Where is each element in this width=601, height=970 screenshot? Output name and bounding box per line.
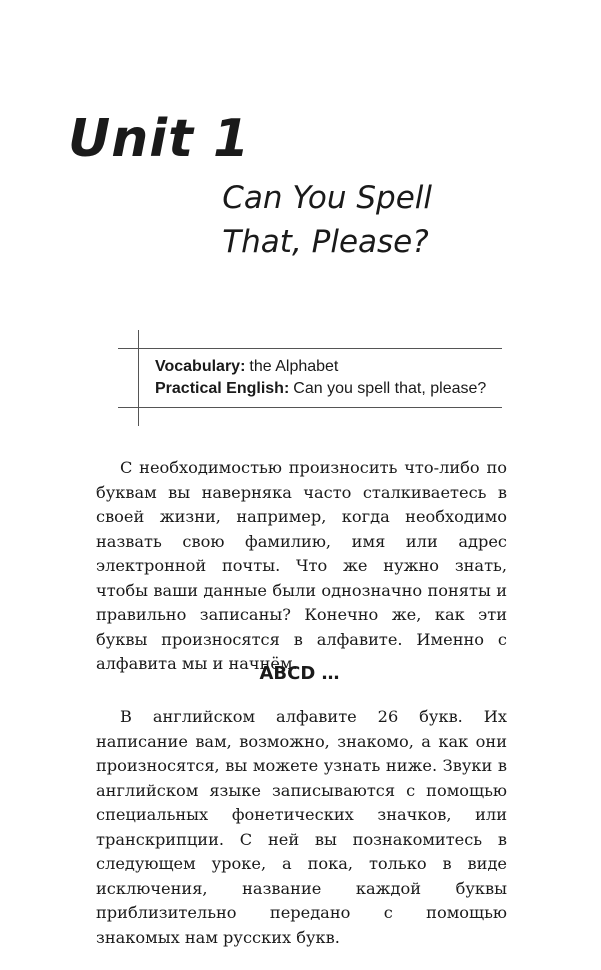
section-heading <box>0 661 601 687</box>
unit-title: Unit 1 <box>68 109 251 169</box>
focus-box-bottom-rule <box>118 407 502 408</box>
practical-english-label: Practical English: <box>155 380 290 397</box>
vocabulary-value: the Alphabet <box>249 358 339 375</box>
practical-english-value: Can you spell that, please? <box>293 380 487 397</box>
section-paragraph: В английском алфавите 26 букв. Их написание вам, возможно, знакомо, а как они произносятся, вы можете узнать ниже. Звуки в английском языке записываются с помощью специальных фонетических значков, или транскрипции. С ней вы познакомитесь в следующем уроке, а пока, только в виде исключения, название каждой буквы приблизительно передано с помощью знакомых нам русских букв. <box>96 707 507 947</box>
vocabulary-row <box>155 356 486 378</box>
section-heading-text: ABCD … <box>259 663 340 684</box>
focus-box-left-rule <box>138 330 139 426</box>
practical-english-row <box>155 378 486 400</box>
unit-subtitle <box>222 176 432 264</box>
unit-subtitle-line-2: That, Please? <box>222 224 429 260</box>
unit-focus-box <box>155 356 486 400</box>
vocabulary-label: Vocabulary: <box>155 358 246 375</box>
focus-box-top-rule <box>118 348 502 349</box>
intro-paragraph: С необходимостью произносить что-либо по буквам вы наверняка часто сталкиваетесь в своей жизни, например, когда необходимо назвать свою фамилию, имя или адрес электронной почты. Что же нужно знать, чтобы ваши данные были однозначно поняты и правильно записаны? Конечно же, как эти буквы произносятся в алфавите. Именно с алфавита мы и начнём. <box>96 458 507 673</box>
unit-subtitle-line-1: Can You Spell <box>222 180 432 216</box>
